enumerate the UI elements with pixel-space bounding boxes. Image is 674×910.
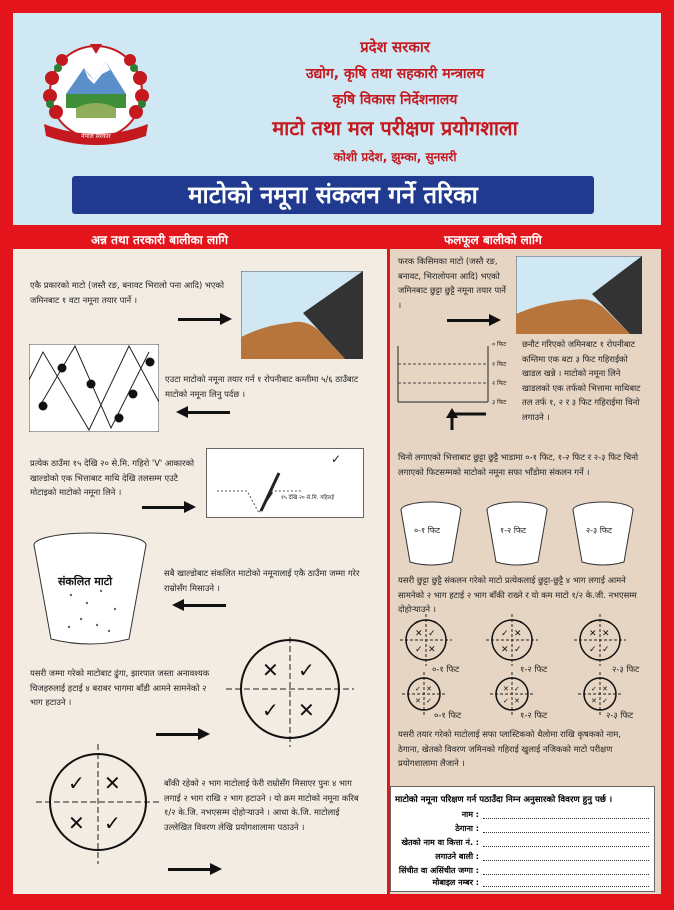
svg-text:नेपाल सरकार: नेपाल सरकार <box>81 133 111 140</box>
bucket-label: संकलित माटो <box>58 575 113 588</box>
svg-text:✕: ✕ <box>602 629 610 639</box>
collected-soil-bucket <box>31 531 149 647</box>
right-step-5: यसरी तयार गरेको माटोलाई सफा प्लास्टिकको थैलोमा राखि कृषकको नाम, ठेगाना, खेतको विवरण जमिनको गहिराई खुलाई नजिकको माटो परीक्षण प्रयोगशालामा लैजाने । <box>398 729 621 768</box>
svg-text:✓: ✓ <box>503 697 509 705</box>
svg-text:✕: ✕ <box>415 697 421 705</box>
right-step-1: फरक किसिमका माटो (जस्तै रङ, बनावट, भिरालोपना आदि) भएको जमिनबाट छुट्टा छुट्टै नमूना तयार पार्ने । <box>398 256 506 310</box>
svg-text:✓: ✓ <box>514 645 522 655</box>
nepal-emblem-icon <box>36 38 156 150</box>
arrow-right-icon <box>178 318 220 321</box>
svg-text:✕: ✕ <box>602 685 608 693</box>
svg-text:✓: ✓ <box>589 645 597 655</box>
quartering-circle-1 <box>226 637 354 747</box>
soil-slope-figure <box>241 271 363 359</box>
form-field-plot <box>397 837 649 849</box>
header-line-4: माटो तथा मल परीक्षण प्रयोगशाला <box>272 116 518 140</box>
bucket-depth-label-2: १-२ फिट <box>500 526 527 535</box>
svg-text:✓: ✓ <box>514 685 520 693</box>
circle-depth-label-3b: २-३ फिट <box>606 710 634 720</box>
form-field-name <box>397 809 649 821</box>
header-line-1: प्रदेश सरकार <box>360 38 430 56</box>
circle-depth-label-3a: २-३ फिट <box>612 664 640 674</box>
header-line-2: उद्योग, कृषि तथा सहकारी मन्त्रालय <box>305 66 485 82</box>
left-step-3: प्रत्येक ठाउँमा १५ देखि २० से.मि. गहिरो 'V' आकारको खाल्डोको एक भित्ताबाट माथि देखि तलसम्म एउटै मोटाइको माटोको नमूना लिने । <box>30 458 195 497</box>
form-field-mobile <box>397 877 649 889</box>
svg-text:✓: ✓ <box>591 685 597 693</box>
soil-slope-figure-2 <box>516 256 642 334</box>
header-line-5: कोशी प्रदेश, झुम्का, सुनसरी <box>333 150 457 164</box>
svg-text:✓: ✓ <box>415 685 421 693</box>
header-line-3: कृषि विकास निर्देशनालय <box>332 92 458 108</box>
svg-text:✓: ✓ <box>428 629 436 639</box>
svg-text:✕: ✕ <box>428 645 436 655</box>
svg-text:✓: ✓ <box>501 629 509 639</box>
right-step-4: यसरी छुट्टा छुट्टै संकलन गरेको माटो प्रत्येकलाई छुट्टा-छुट्टै ४ भाग लगाई आमने सामनेको २ भाग हटाई २ भाग बाँकी राख्ने र यो कम माटो १/२ के.जी. नभएसम्म दोहोऱ्याउने । <box>398 575 637 614</box>
pit-depth-label: १५ देखि २० से.मि. गहिराई <box>281 495 335 501</box>
depth-label-0: ० फिट <box>492 341 507 348</box>
right-heading: फलफूल बालीको लागि <box>444 233 542 247</box>
left-step-4: सबै खाल्डोबाट संकलित माटोको नमूनालाई एकै ठाउँमा जम्मा गरेर राम्रोसँग मिसाउने । <box>164 568 360 593</box>
svg-text:✕: ✕ <box>68 811 85 835</box>
left-step-2: एउटा माटोको नमूना तयार गर्न १ रोपनीबाट कम्तीमा ५/६ ठाउँबाट माटोको नमूना लिनु पर्दछ । <box>165 374 359 399</box>
svg-text:✕: ✕ <box>503 685 509 693</box>
svg-text:✕: ✕ <box>298 698 315 722</box>
page-title: माटोको नमूना संकलन गर्ने तरिका <box>72 176 594 214</box>
circle-depth-label-1b: ०-१ फिट <box>434 710 462 720</box>
svg-text:✕: ✕ <box>501 645 509 655</box>
circle-depth-label-2a: १-२ फिट <box>520 664 548 674</box>
form-field-label: ठेगाना : <box>455 824 479 833</box>
depth-label-2: २ फिट <box>492 380 507 387</box>
right-section-header <box>392 227 661 249</box>
mini-quarter-circle-3 <box>574 614 626 666</box>
depth-label-3: ३ फिट <box>492 399 507 406</box>
form-field-label: मोबाइल नम्बर : <box>432 878 479 887</box>
svg-text:✕: ✕ <box>262 658 279 682</box>
left-step-6: बाँकी रहेको २ भाग माटोलाई फेरी राम्रोसँग मिसाएर पुनः ४ भाग लगाई २ भाग राखि २ भाग हटाउने । यो क्रम माटोको नमूना करिब १/२ के.जि. नभएसम्म दोहोऱ्याउने । आधा के.जि. माटोलाई उल्लेखित विवरण लेखि प्रयोगशालामा पठाउने । <box>164 778 359 832</box>
svg-text:✓: ✓ <box>602 645 610 655</box>
arrow-right-icon <box>447 319 489 322</box>
svg-text:✕: ✕ <box>426 685 432 693</box>
svg-text:✓: ✓ <box>104 811 121 835</box>
arrow-left-icon <box>184 604 226 607</box>
svg-text:✕: ✕ <box>104 771 121 795</box>
mini-quarter-circle-2 <box>486 614 538 666</box>
depth-label-1: १ फिट <box>492 361 507 368</box>
circle-depth-label-1a: ०-१ फिट <box>432 664 460 674</box>
form-title: माटोको नमूना परिक्षण गर्न पठाउँदा निम्न अनुसारको विवरण हुनु पर्छ । <box>395 795 613 805</box>
svg-text:✕: ✕ <box>514 697 520 705</box>
right-step-3: चिनो लगाएको भित्ताबाट छुट्टा छुट्टै भाडामा ०-१ फिट, १-२ फिट र २-३ फिट चिनो लगाएको फिटसम्मको माटोको नमूना सफा भाँडोमा संकलन गर्ने । <box>398 452 639 477</box>
form-field-label: नाम : <box>461 810 479 819</box>
circle-depth-label-2b: १-२ फिट <box>520 710 548 720</box>
sample-detail-form <box>390 786 655 892</box>
svg-text:✓: ✓ <box>331 452 342 466</box>
arrow-right-icon <box>142 506 184 509</box>
left-section-header <box>13 227 388 249</box>
arrow-right-icon <box>168 868 210 871</box>
svg-text:✕: ✕ <box>415 629 423 639</box>
svg-text:✓: ✓ <box>602 697 608 705</box>
bucket-depth-label-3: २-३ फिट <box>586 526 613 535</box>
depth-pit-figure <box>396 342 516 434</box>
left-step-5: यसरी जम्मा गरेको माटोबाट ढुंगा, झारपात जस्ता अनावश्यक चिजहरुलाई हटाई ४ बराबर भागमा बाँडी आमने सामनेको २ भाग हटाउने । <box>30 668 210 707</box>
form-field-address <box>397 823 649 835</box>
form-field-label: सिंचीत वा असिंचीत जग्गा : <box>398 866 479 875</box>
svg-text:✓: ✓ <box>426 697 432 705</box>
form-field-label: खेतको नाम वा कित्ता नं. : <box>401 838 479 847</box>
mini-quarter-circle-1 <box>400 614 452 666</box>
svg-text:✕: ✕ <box>589 629 597 639</box>
quartering-circle-2 <box>36 744 162 864</box>
svg-text:✓: ✓ <box>298 658 315 682</box>
svg-text:✓: ✓ <box>262 698 279 722</box>
bucket-depth-label-1: ०-१ फिट <box>414 526 441 535</box>
svg-text:✕: ✕ <box>591 697 597 705</box>
svg-text:✓: ✓ <box>415 645 423 655</box>
arrow-right-icon <box>156 733 198 736</box>
left-step-1: एकै प्रकारको माटो (जस्तै रङ, बनावट भिरालो पना आदि) भएको जमिनबाट १ वटा नमूना तयार पार्ने । <box>30 280 225 305</box>
field-sampling-pattern <box>29 344 159 432</box>
svg-text:✕: ✕ <box>514 629 522 639</box>
form-field-label: लगाउने बाली : <box>435 852 479 861</box>
form-field-crop <box>397 851 649 863</box>
arrow-left-icon <box>188 411 230 414</box>
svg-text:✓: ✓ <box>68 771 85 795</box>
form-field-irrigation <box>397 865 649 877</box>
left-heading: अन्न तथा तरकारी बालीका लागि <box>91 233 229 247</box>
right-step-2: छनौट गरिएको जमिनबाट १ रोपनीबाट कम्तिमा एक बटा ३ फिट गहिराईको खाडल खन्ने । माटोको नमूना लिने खाडलको एक तर्फको भित्तामा माथिबाट तल तर्फ १, २ र ३ फिट गहिराईमा चिनो लगाउने । <box>522 339 641 422</box>
v-pit-figure <box>206 448 364 518</box>
